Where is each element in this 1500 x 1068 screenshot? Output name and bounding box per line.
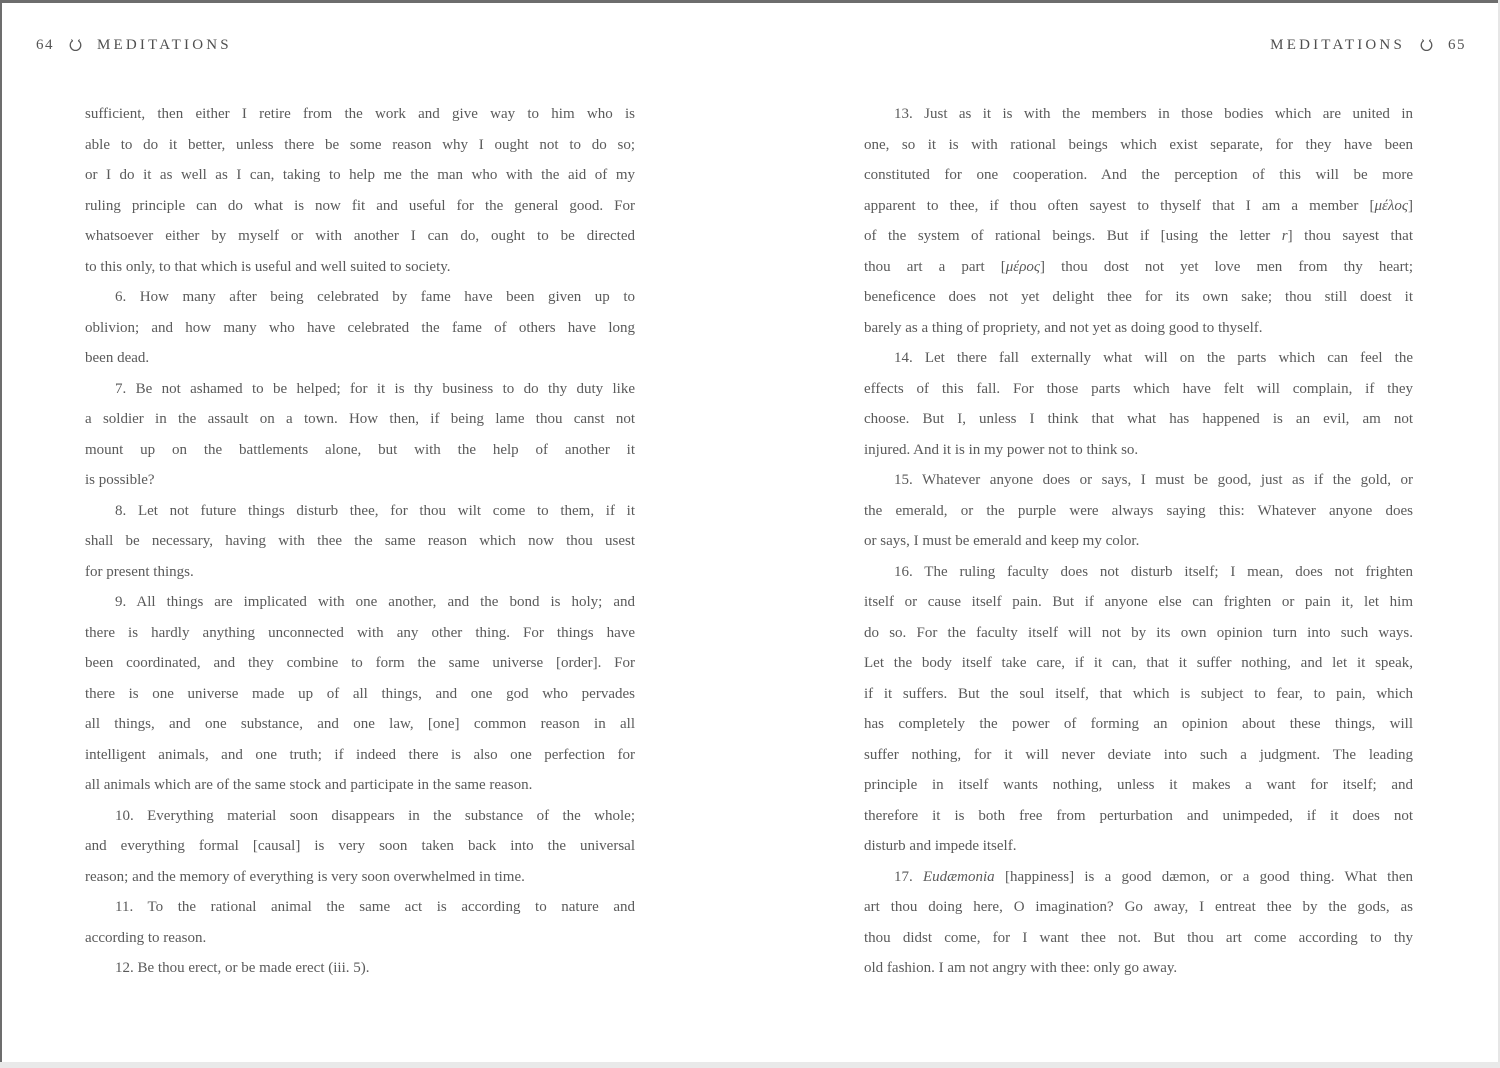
text-line: 15. Whatever anyone does or says, I must be good, just as if the gold, or [894,472,1413,488]
text-line: according to reason. [85,929,207,946]
text-line: 17. Eudæmonia [happiness] is a good dæmon, or a good thing. What then [894,868,1413,885]
text-line: if it suffers. But the soul itself, that which is subject to fear, to pain, which [864,685,1413,702]
page-number-right: 65 [1448,36,1466,53]
text-line: been dead. [85,350,150,366]
text-line: to this only, to that which is useful and well suited to society. [85,258,451,275]
text-line: 16. The ruling faculty does not disturb itself; I mean, does not frighten [894,563,1413,580]
text-line: intelligent animals, and one truth; if indeed there is also one perfection for [85,746,635,763]
text-line: reason; and the memory of everything is very soon overwhelmed in time. [85,868,525,885]
text-line: able to do it better, unless there be some reason why I ought not to do so; [85,136,635,153]
text-line: all things, and one substance, and one law, [one] common reason in all [85,716,635,732]
text-line: the emerald, or the purple were always saying this: Whatever anyone does [864,502,1413,519]
text-line: thou didst come, for I want thee not. But thou art come according to thy [864,929,1413,946]
text-line: 12. Be thou erect, or be made erect (iii. 5). [115,960,370,976]
left-edge-line [0,0,2,1068]
text-line: Let the body itself take care, if it can, that it suffer nothing, and let it speak, [864,655,1413,671]
text-line: beneficence does not yet delight thee for its own sake; thou still doest it [864,289,1413,305]
text-line: and everything formal [causal] is very soon taken back into the universal [85,838,635,854]
text-line: mount up on the battlements alone, but with the help of another it [85,441,635,458]
text-line: 9. All things are implicated with one another, and the bond is holy; and [115,594,635,610]
running-title-left: MEDITATIONS [97,36,232,53]
running-header-left [36,36,232,54]
text-line: shall be necessary, having with thee the same reason which now thou usest [85,533,635,549]
laurel-wreath-icon [67,36,84,54]
text-line: disturb and impede itself. [864,838,1017,854]
page-right-text [864,99,1413,984]
text-line: whatsoever either by myself or with another I can do, ought to be directed [85,228,635,244]
text-line: ruling principle can do what is now fit and useful for the general good. For [85,197,635,214]
text-line: is possible? [85,472,155,488]
bottom-edge-strip [0,1062,1500,1068]
text-line: all animals which are of the same stock and participate in the same reason. [85,777,533,793]
text-line: barely as a thing of propriety, and not yet as doing good to thyself. [864,319,1263,336]
text-line: or I do it as well as I can, taking to help me the man who with the aid of my [85,167,635,183]
text-line: 13. Just as it is with the members in those bodies which are united in [894,106,1413,122]
text-line: old fashion. I am not angry with thee: only go away. [864,960,1178,976]
text-line: do so. For the faculty itself will not by its own opinion turn into such ways. [864,624,1413,641]
text-line: there is hardly anything unconnected with any other thing. For things have [85,624,635,641]
text-line: principle in itself wants nothing, unless it makes a want for itself; and [864,777,1413,793]
text-line: effects of this fall. For those parts which have felt will complain, if they [864,380,1413,397]
running-title-right: MEDITATIONS [1270,36,1405,53]
text-line: 14. Let there fall externally what will on the parts which can feel the [894,350,1413,366]
text-line: 8. Let not future things disturb thee, for thou wilt come to them, if it [115,502,635,519]
text-line: one, so it is with rational beings which exist separate, for they have been [864,136,1413,153]
laurel-wreath-icon [1418,36,1435,54]
text-line: a soldier in the assault on a town. How then, if being lame thou canst not [85,411,635,427]
text-line: 10. Everything material soon disappears in the substance of the whole; [115,807,635,824]
page-number-left: 64 [36,36,54,53]
text-line: constituted for one cooperation. And the perception of this will be more [864,167,1413,183]
text-line: or says, I must be emerald and keep my color. [864,533,1140,549]
text-line: thou art a part [μέρος] thou dost not yet love men from thy heart; [864,258,1413,275]
text-line: art thou doing here, O imagination? Go away, I entreat thee by the gods, as [864,899,1413,915]
text-line: of the system of rational beings. But if [using the letter r] thou sayest that [864,228,1413,244]
text-line: itself or cause itself pain. But if anyone else can frighten or pain it, let him [864,594,1413,610]
text-line: injured. And it is in my power not to think so. [864,441,1139,458]
top-edge-line [0,0,1500,3]
running-header-right [1270,36,1466,54]
text-line: sufficient, then either I retire from the work and give way to him who is [85,106,635,122]
page-left-text [85,99,635,984]
text-line: oblivion; and how many who have celebrated the fame of others have long [85,319,635,336]
text-line: been coordinated, and they combine to form the same universe [order]. For [85,655,635,671]
text-line: 6. How many after being celebrated by fame have been given up to [115,289,635,305]
text-line: 7. Be not ashamed to be helped; for it is thy business to do thy duty like [115,380,635,397]
text-line: there is one universe made up of all things, and one god who pervades [85,685,635,702]
text-line: suffer nothing, for it will never deviate into such a judgment. The leading [864,746,1413,763]
text-line: therefore it is both free from perturbation and unimpeded, if it does not [864,807,1413,824]
text-line: for present things. [85,563,194,580]
text-line: choose. But I, unless I think that what has happened is an evil, am not [864,411,1413,427]
text-line: 11. To the rational animal the same act is according to nature and [115,899,635,915]
text-line: apparent to thee, if thou often sayest to thyself that I am a member [μέλος] [864,197,1413,214]
text-line: has completely the power of forming an opinion about these things, will [864,716,1413,732]
